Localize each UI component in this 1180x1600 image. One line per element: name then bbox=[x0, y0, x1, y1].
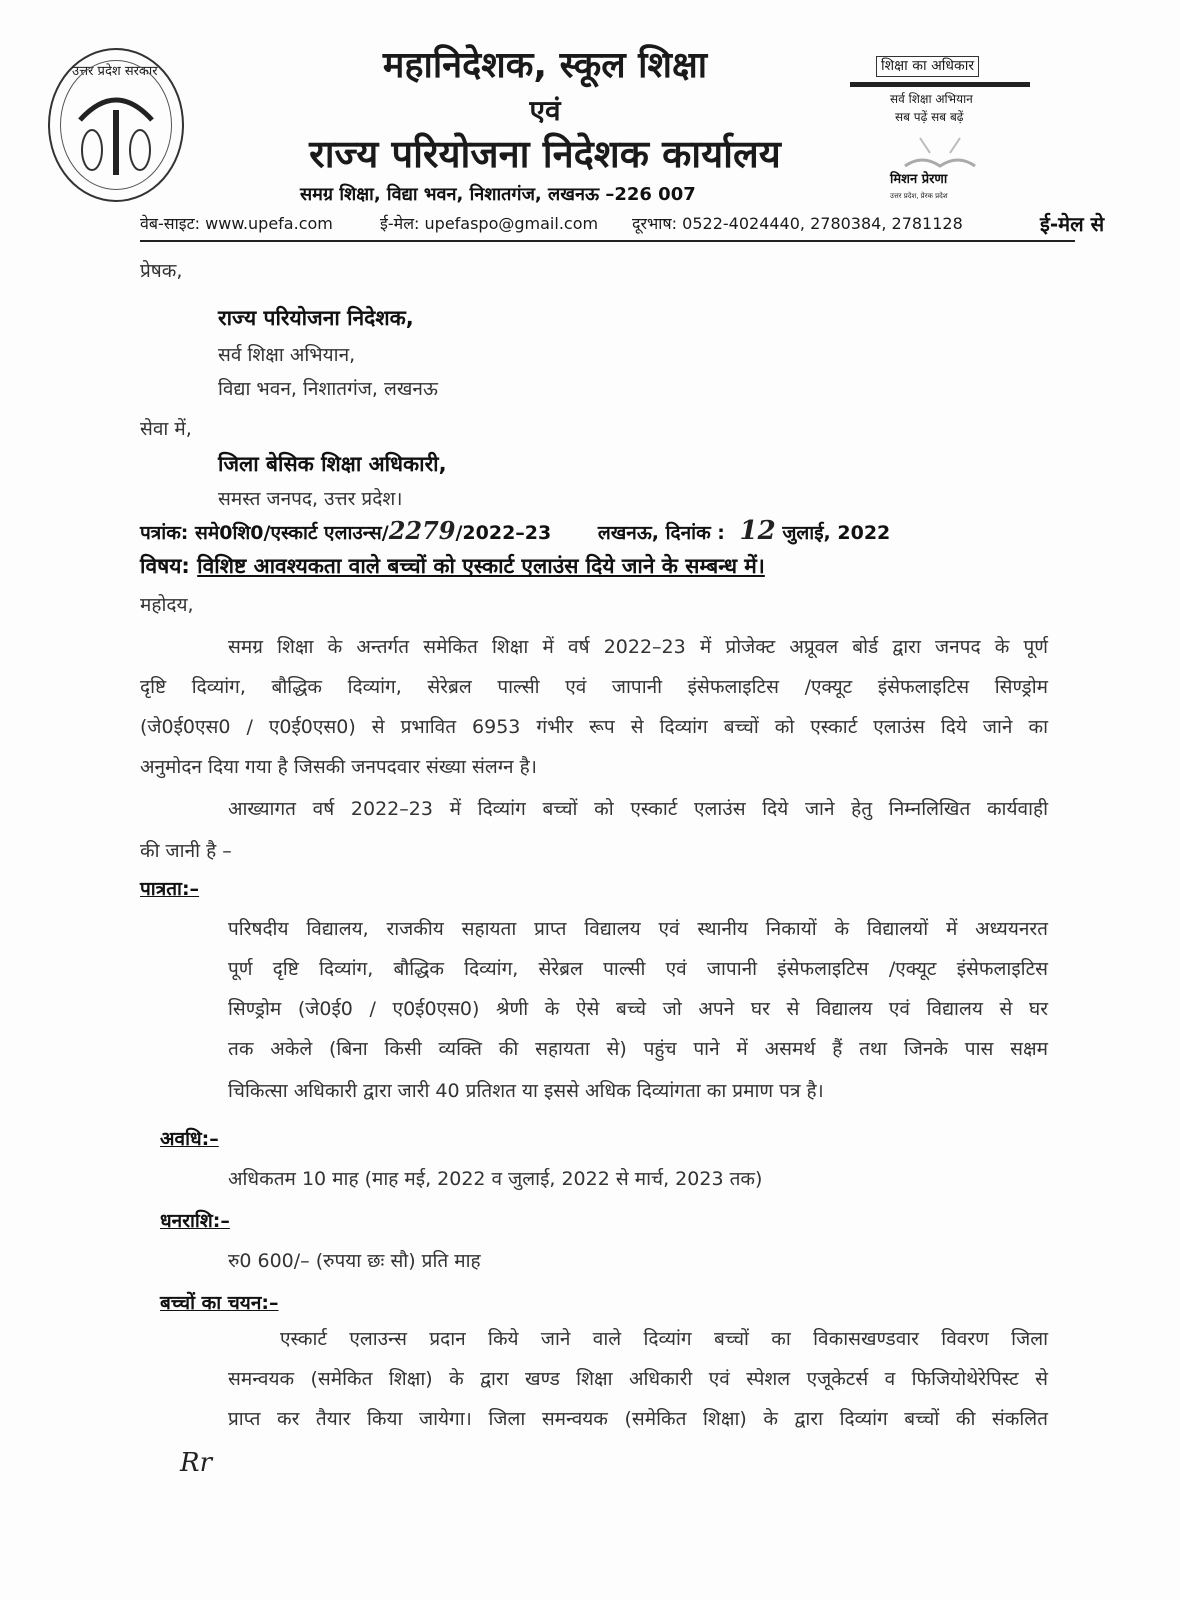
para2-line: की जानी है – bbox=[140, 840, 232, 862]
eligibility-line: सिण्ड्रोम (जे0ई0 / ए0ई0एस0) श्रेणी के ऐसे बच्चे जो अपने घर से विद्यालय एवं विद्यालय से घर bbox=[228, 998, 1048, 1020]
subject-label: विषय: bbox=[140, 554, 190, 578]
sender-label: प्रेषक, bbox=[140, 260, 183, 282]
para1-line: दृष्टि दिव्यांग, बौद्धिक दिव्यांग, सेरेब्रल पाल्सी एवं जापानी इंसेफलाइटिस /एक्यूट इंसेफलाइटिस सिण्ड्रोम bbox=[140, 676, 1048, 698]
reference-suffix: /2022–23 bbox=[455, 522, 552, 544]
recipient-label: सेवा में, bbox=[140, 418, 192, 440]
eligibility-line: चिकित्सा अधिकारी द्वारा जारी 40 प्रतिशत या इससे अधिक दिव्यांगता का प्रमाण पत्र है। bbox=[228, 1080, 824, 1102]
reference-number-handwritten: 2279 bbox=[388, 516, 456, 545]
sarva-shiksha-abhiyan-logo bbox=[840, 44, 1040, 208]
reference-prefix: समे0शि0/एस्कार्ट एलाउन्स/ bbox=[195, 522, 389, 544]
amount-text: रु0 600/– (रुपया छः सौ) प्रति माह bbox=[228, 1250, 481, 1272]
recipient-line1: जिला बेसिक शिक्षा अधिकारी, bbox=[218, 452, 447, 476]
header-website[interactable]: वेब-साइट: www.upefa.com bbox=[140, 214, 333, 233]
pencil-icon bbox=[850, 82, 1030, 87]
logo-tagline2: सर्व शिक्षा अभियान bbox=[890, 92, 973, 106]
sender-line3: विद्या भवन, निशातगंज, लखनऊ bbox=[218, 378, 438, 400]
sender-line2: सर्व शिक्षा अभियान, bbox=[218, 344, 356, 366]
amount-heading: धनराशि:– bbox=[160, 1210, 230, 1232]
eligibility-heading: पात्रता:– bbox=[140, 878, 200, 900]
sender-line1: राज्य परियोजना निदेशक, bbox=[218, 306, 414, 330]
eligibility-line: परिषदीय विद्यालय, राजकीय सहायता प्राप्त विद्यालय एवं स्थानीय निकायों के विद्यालयों में अध्ययनरत bbox=[228, 918, 1048, 940]
selection-heading: बच्चों का चयन:– bbox=[160, 1292, 279, 1314]
header-title-line2: एवं bbox=[529, 94, 561, 127]
para1-line: अनुमोदन दिया गया है जिसकी जनपदवार संख्या संलग्न है। bbox=[140, 756, 537, 778]
eligibility-line: पूर्ण दृष्टि दिव्यांग, बौद्धिक दिव्यांग, सेरेब्रल पाल्सी एवं जापानी इंसेफलाइटिस /एक्यूट इंसेफलाइटिस bbox=[228, 958, 1048, 980]
selection-line: प्राप्त कर तैयार किया जायेगा। जिला समन्वयक (समेकित शिक्षा) के द्वारा दिव्यांग बच्चों की संकलित bbox=[228, 1408, 1048, 1430]
subject-line bbox=[140, 554, 765, 579]
seal-text: उत्तर प्रदेश सरकार bbox=[72, 64, 158, 79]
mission-prerna-sub: उत्तर प्रदेश, प्रेरक प्रदेश bbox=[890, 192, 948, 200]
selection-line: एस्कार्ट एलाउन्स प्रदान किये जाने वाले दिव्यांग बच्चों का विकासखण्डवार विवरण जिला bbox=[280, 1328, 1048, 1350]
eligibility-line: तक अकेले (बिना किसी व्यक्ति की सहायता से) पहुंच पाने में असमर्थ हैं तथा जिनके पास सक्षम bbox=[228, 1038, 1048, 1060]
recipient-line2: समस्त जनपद, उत्तर प्रदेश। bbox=[218, 488, 403, 510]
salutation: महोदय, bbox=[140, 594, 194, 616]
header-address: समग्र शिक्षा, विद्या भवन, निशातगंज, लखनऊ –226 007 bbox=[300, 184, 696, 205]
duration-text: अधिकतम 10 माह (माह मई, 2022 व जुलाई, 2022 से मार्च, 2023 तक) bbox=[228, 1168, 763, 1190]
mission-prerna-label: मिशन प्रेरणा bbox=[890, 172, 948, 187]
para2-line: आख्यागत वर्ष 2022–23 में दिव्यांग बच्चों को एस्कार्ट एलाउंस दिये जाने हेतु निम्नलिखित कार्यवाही bbox=[228, 798, 1048, 820]
para1-line: समग्र शिक्षा के अन्तर्गत समेकित शिक्षा में वर्ष 2022–23 में प्रोजेक्ट अप्रूवल बोर्ड द्वारा जनपद के पूर्ण bbox=[228, 636, 1048, 658]
header-title-line3: राज्य परियोजना निदेशक कार्यालय bbox=[309, 132, 781, 176]
reference-label: पत्रांक: bbox=[140, 522, 189, 544]
reference-line bbox=[140, 516, 890, 547]
logo-tagline3: सब पढ़ें सब बढ़ें bbox=[895, 110, 964, 124]
email-stamp: ई-मेल से bbox=[1040, 212, 1105, 236]
header-phone: दूरभाष: 0522-4024440, 2780384, 2781128 bbox=[632, 214, 963, 233]
header-divider bbox=[140, 240, 1075, 242]
header-email[interactable]: ई-मेल: upefaspo@gmail.com bbox=[380, 214, 599, 233]
duration-heading: अवधि:– bbox=[160, 1128, 219, 1150]
subject-text: विशिष्ट आवश्यकता वाले बच्चों को एस्कार्ट एलाउंस दिये जाने के सम्बन्ध में। bbox=[197, 554, 765, 578]
logo-tagline1: शिक्षा का अधिकार bbox=[876, 56, 979, 77]
date-rest: जुलाई, 2022 bbox=[782, 522, 891, 544]
header-title-line1: महानिदेशक, स्कूल शिक्षा bbox=[382, 45, 708, 86]
handwritten-initials: Rr bbox=[180, 1448, 213, 1478]
para1-line: (जे0ई0एस0 / ए0ई0एस0) से प्रभावित 6953 गंभीर रूप से दिव्यांग बच्चों को एस्कार्ट एलाउंस दिये जाने का bbox=[140, 716, 1048, 738]
selection-line: समन्वयक (समेकित शिक्षा) के द्वारा खण्ड शिक्षा अधिकारी एवं स्पेशल एजूकेटर्स व फिजियोथेरेपिस्ट से bbox=[228, 1368, 1048, 1390]
open-book-icon bbox=[900, 130, 980, 170]
date-label: लखनऊ, दिनांक : bbox=[597, 522, 725, 544]
date-day-handwritten: 12 bbox=[739, 516, 776, 546]
